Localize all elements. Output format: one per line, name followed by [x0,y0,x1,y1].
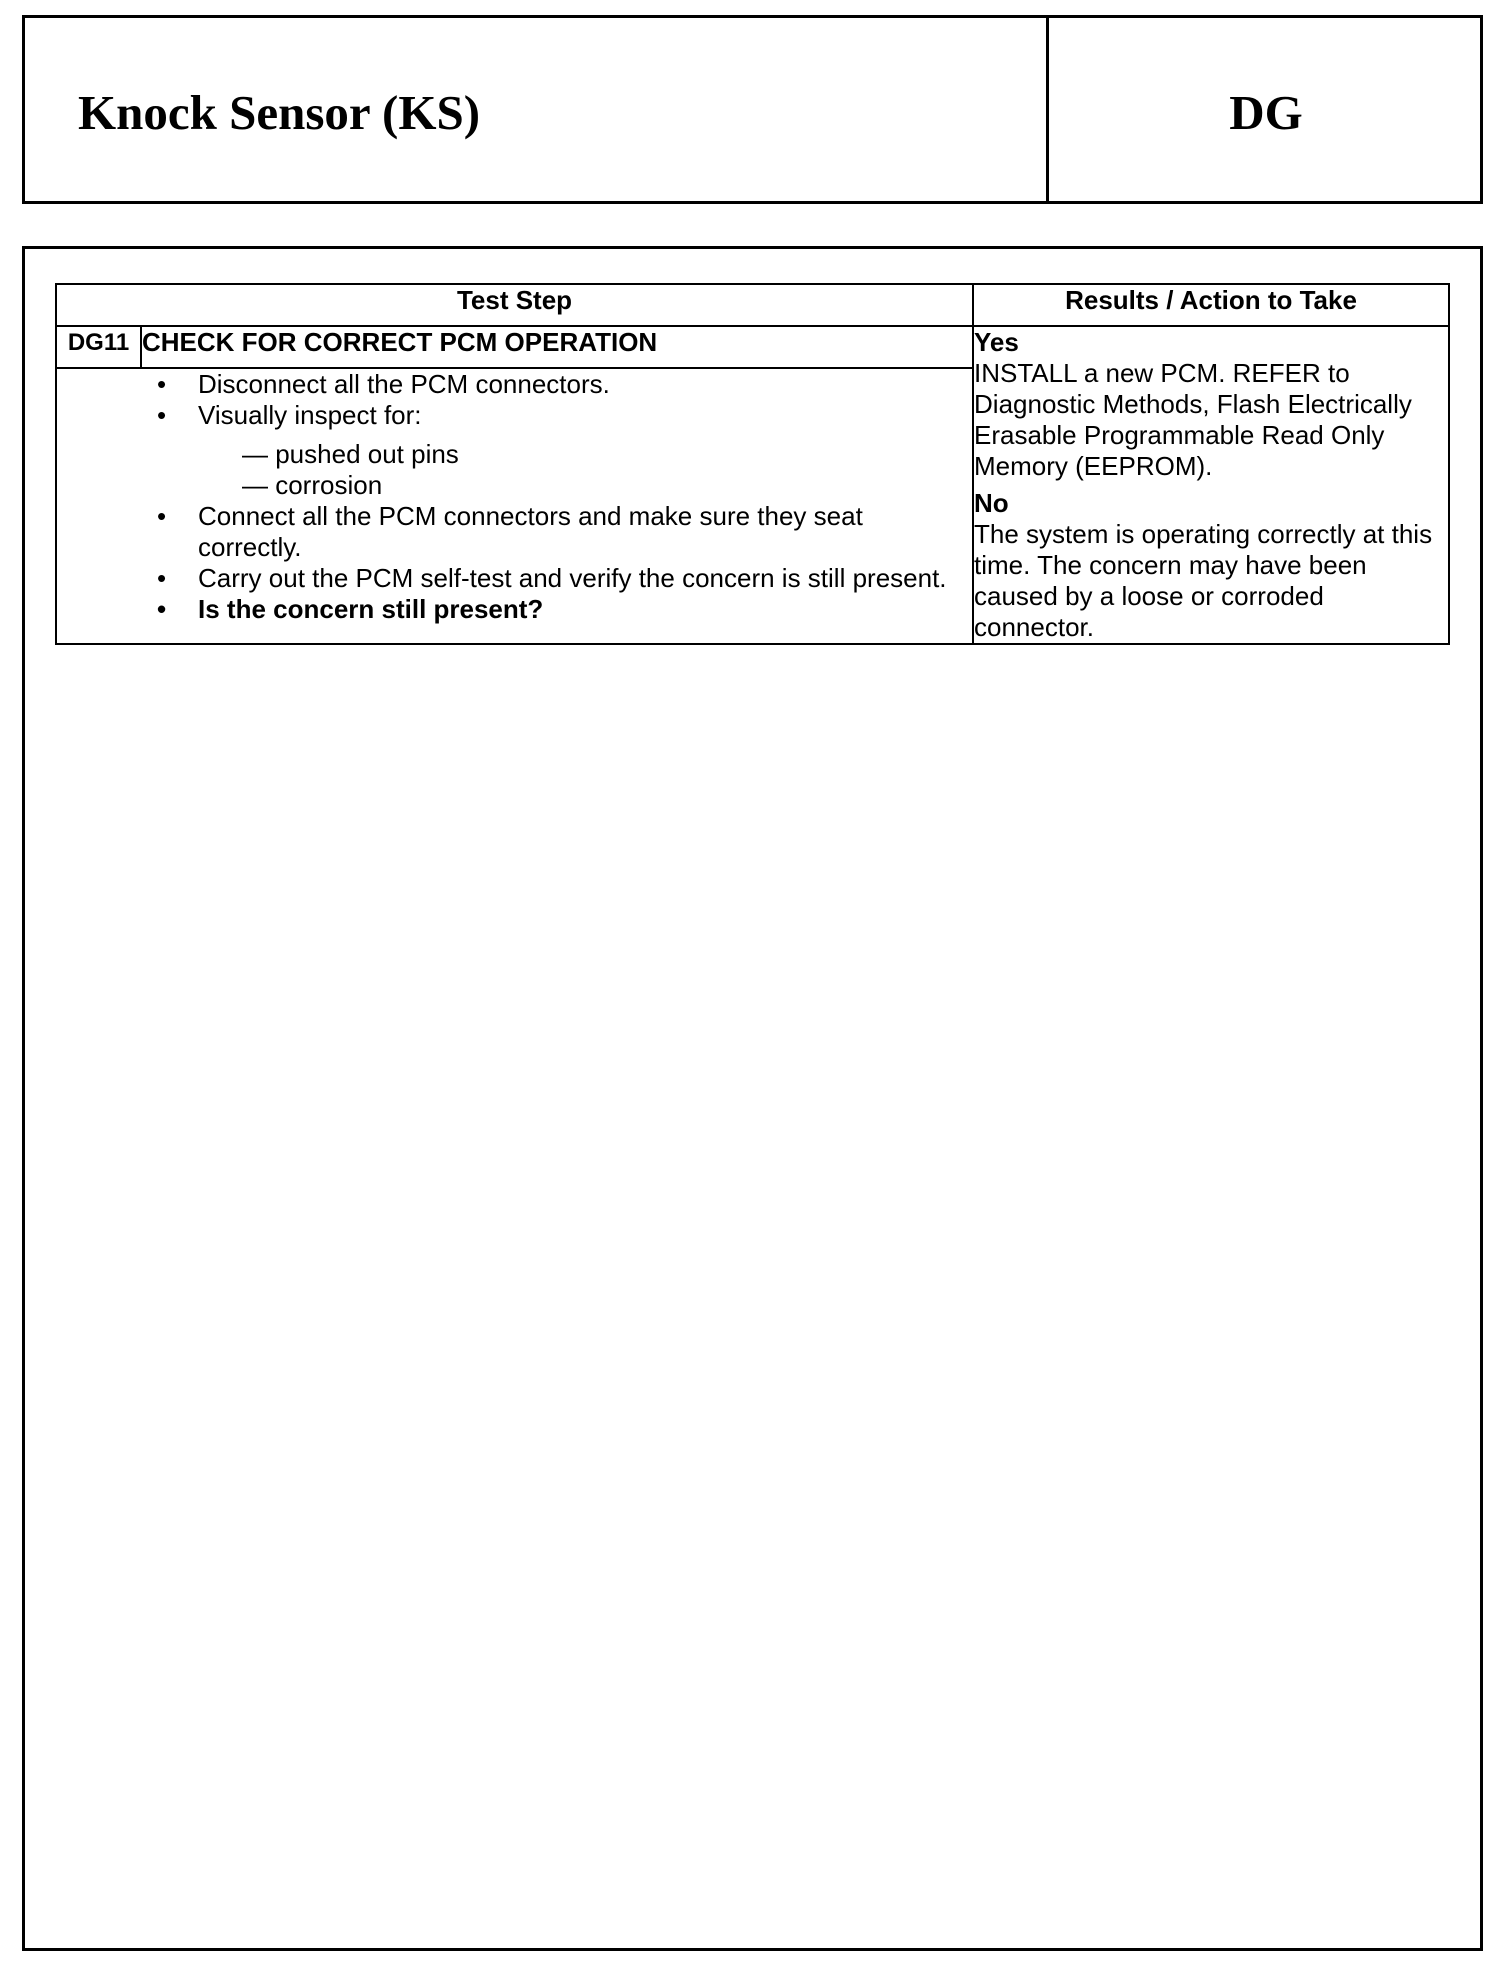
result-no-text: The system is operating correctly at this time. The concern may have been caused by a loose or corroded connector. [974,519,1433,642]
list-item [154,594,972,625]
table-header-row [56,284,1449,326]
step-body [56,368,973,644]
result-no-label: No [974,488,1009,518]
list-item [154,563,972,594]
sub-item: — corrosion [242,470,383,500]
step-id: DG11 [56,326,141,368]
bullet-icon: • [157,369,167,399]
list-item [154,369,972,400]
sub-list [198,439,972,501]
section-code: DG [1229,85,1303,140]
sub-item: — pushed out pins [242,439,459,469]
step-title-row [56,326,1449,368]
bullet-icon: • [157,501,167,531]
bullet-text: Connect all the PCM connectors and make sure they seat correctly. [198,501,863,562]
page-title: Knock Sensor (KS) [78,85,481,140]
bullet-text: Carry out the PCM self-test and verify the concern is still present. [198,563,947,593]
bullet-icon: • [157,563,167,593]
results-cell [973,326,1449,644]
bullet-text: Visually inspect for: [198,400,422,430]
list-item [154,501,972,563]
step-bullet-list [57,369,972,625]
column-header-results: Results / Action to Take [973,284,1449,326]
step-title: CHECK FOR CORRECT PCM OPERATION [141,326,973,368]
bullet-icon: • [157,594,167,624]
test-step-table [55,283,1450,645]
result-yes-text: INSTALL a new PCM. REFER to Diagnostic Methods, Flash Electrically Erasable Programmable Read Only Memory (EEPROM). [974,358,1412,481]
result-yes-label: Yes [974,327,1019,357]
bullet-text: Disconnect all the PCM connectors. [198,369,610,399]
bullet-icon: • [157,400,167,430]
page-header [22,15,1483,204]
column-header-test-step: Test Step [56,284,973,326]
list-item [154,400,972,501]
bullet-text-question: Is the concern still present? [198,594,544,624]
